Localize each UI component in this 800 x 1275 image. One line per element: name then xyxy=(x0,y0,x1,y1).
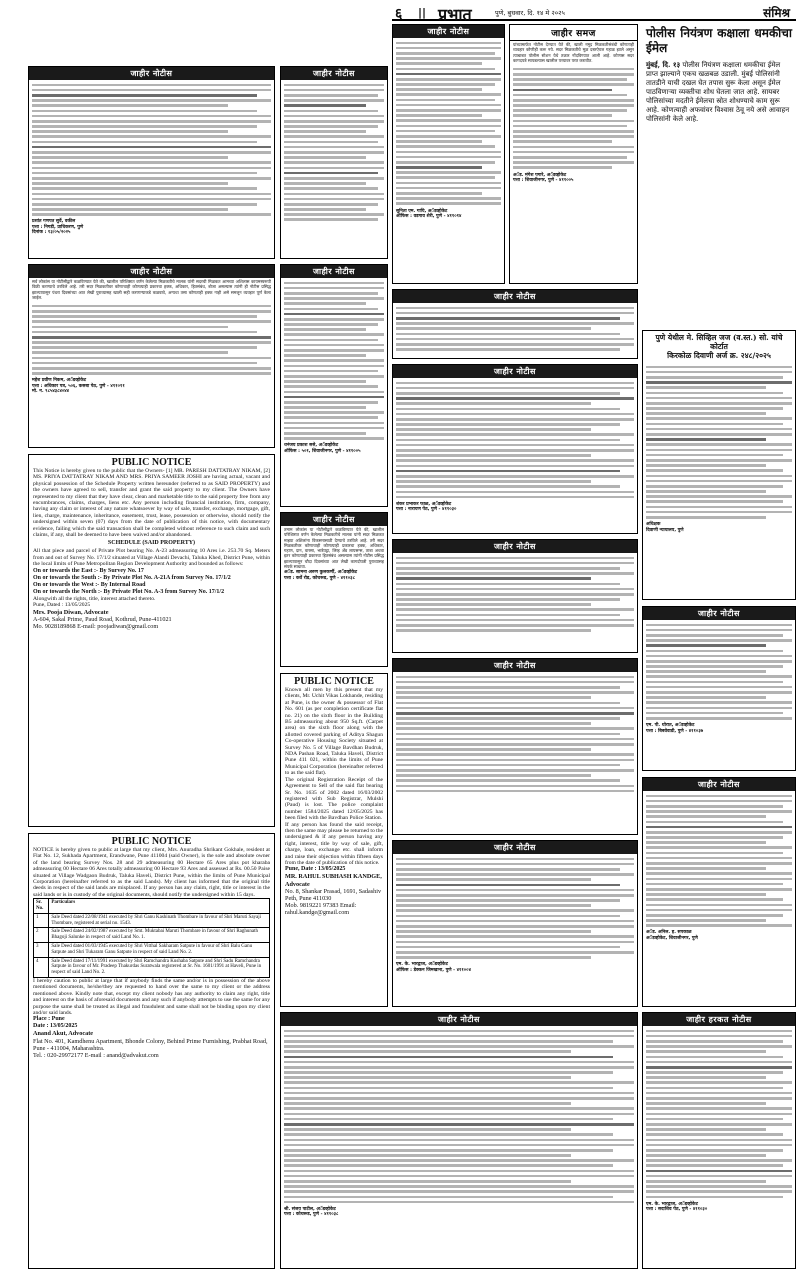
notice-wide-2 xyxy=(392,364,638,534)
notice-heading: जाहीर नोटीस xyxy=(393,290,637,303)
caution-text: I hereby caution to public at large that if anybody finds the same and/or is in possession of the above mentioned documents, he/she/they are requested to hand over the same to my client or the address mentioned above. Kindly note that, except my client nobody has any authority to claim any right, title and interest on the basis of aforesaid documents and any such if anybody attempts to use the same for any purpose the same shall be treated as illegal and fraudulent and same shall not be binding upon my client and/or said lands. xyxy=(33,978,270,1017)
notice-body: यांच्यामार्फत नोटीस देण्यात येते की, खाली नमूद मिळकतीसंबंधी कोणताही व्यवहार कोणीही करू नये. सदर मिळकतीचे मूळ दस्तऐवज गहाळ झाले असून त्याबाबत पोलीस स्टेशन येथे तक्रार नोंदविण्यात आली आहे. कोणास सदर कागदपत्रे सापडल्यास खालील पत्त्यावर परत करावीत. xyxy=(513,42,634,63)
notice-body xyxy=(393,38,504,209)
table-cell: 2 xyxy=(34,928,49,943)
notice-body xyxy=(643,620,795,723)
notice-body xyxy=(281,80,387,225)
notice-signature xyxy=(510,173,637,184)
table-header-row xyxy=(34,899,270,914)
place: Place : Pune xyxy=(33,1016,65,1023)
notice-body xyxy=(393,672,637,796)
signature-line: सुनिता एम. गायि, अॅडव्होकेट xyxy=(396,208,448,214)
court-title: पुणे येथील मे. सिव्हिल जज (व.स्त.) सो. यांचे कोर्टात xyxy=(655,333,783,351)
public-notice-1 xyxy=(28,454,275,827)
notice-heading: जाहीर नोटीस xyxy=(393,540,637,553)
notice-n4 xyxy=(280,512,388,667)
notice-body xyxy=(393,553,637,635)
signature-line: पत्ता : कोथरूड, पुणे - ४११०३८ xyxy=(284,1212,339,1218)
notice-heading: जाहीर नोटीस xyxy=(643,607,795,620)
notice-heading: जाहीर नोटीस xyxy=(281,67,387,80)
news-text: पोलीस नियंत्रण कक्षाला धमकीचा ईमेल प्राप्त झाल्याने एकच खळबळ उडाली. मुंबई पोलिसांनी तातडीने याची दखल घेत तपास सुरू केला असून ईमेल पाठविणाऱ्या व्यक्तीचा शोध घेतला जात आहे. सायबर पोलिसांच्या मदतीने ईमेलचा स्रोत शोधण्याचे काम सुरू आहे. कोणत्याही अफवांवर विश्वास ठेवू नये असे आवाहन पोलिसांनी केले आहे. xyxy=(646,61,790,123)
public-notice-body: Known all men by this present that my clients, Mr. Uchit Vikas Lokhande, residing at Pune, is the owner & possessor of Flat No. 601 (as per completion certificate flat no. 21) on the sixth floor in the Building B5 admeasuring about 950 Sq.ft. (Carpet area) on the sixth floor along with the allotted covered parking of Aditya Shagun Co-operative Housing Society situated at Survey No. 5 of Village Bavdhan Budruk, NDA Pashan Road, Taluka Haveli, District Pune 411 021, within the limits of Pune Municipal Corporation (hereinafter referred to as the said flat). xyxy=(285,687,383,777)
notice-c3-2 xyxy=(392,539,638,653)
notice-body xyxy=(281,278,387,443)
notice-signature xyxy=(393,502,637,513)
signature-line: ऑफिस : ५०१, शिवाजीनगर, पुणे - ४११००५ xyxy=(284,448,361,454)
signature-line: Anand Akut, Advocate xyxy=(33,1030,93,1038)
masthead xyxy=(392,4,796,24)
notice-signature xyxy=(393,962,637,973)
table-row xyxy=(34,913,270,928)
public-notice-body-2: The original Registration Receipt of the Agreement to Sell of the said flat bearing Sr. No. 1635 of 2002 dated 16/03/2002 registered with Sub Registrar, Mulshi (Paud) is lost. The police complaint number 1584/2025 dated 12/05/2025 has been filed with the Bavdhan Police Station. xyxy=(285,776,383,822)
signature-line: पत्ता : सदाशिव पेठ, पुणे - ४११०३० xyxy=(646,1207,708,1213)
public-notice-body: This Notice is hereby given to the public that the Owners- [1] MR. PARESH DATTATRAY NIKAM, [2] MS. PRIYA DATTATRAY NIKAM AND MRS. PRIYA SAMEER JOSHI are having actual, vacant and physical possession of the Schedule Property written hereunder (referred to as SAID PROPERTY) and the owners have agreed to sell, transfer and grant the said property to my client. The Owners have represented to my client that they have clear, clean and marketable title to the said property free from any encumbrances, claims, charges, liens etc. Any person including financial institution, firm, company, having any claim or interest of any nature whatsoever by way of sale, transfer, exchange, mortgage, gift, lien, charge, maintenance, inheritance, easement, trust, lease, possession or otherwise, should notify the undersigned within seven (07) days from the date of publication of this notice, with documentary evidence, failing which the said transaction shall be completed without reference to such claim and such claims, if any, shall be deemed to have been waived and/or abandoned. xyxy=(33,468,270,539)
notice-heading-samaj: जाहीर समज xyxy=(510,25,637,41)
notice-c5-1 xyxy=(642,606,796,771)
place-date: Pune, Dated : 13/05/2025 xyxy=(33,602,91,609)
table-row xyxy=(34,957,270,977)
page-number: ६ xyxy=(395,6,403,22)
notice-body xyxy=(281,1026,637,1207)
signature-line: ऑफिस : वडगाव शेरी, पुणे - ४११०१४ xyxy=(396,214,462,219)
notice-body-continued xyxy=(29,301,274,378)
notice-c3-3 xyxy=(392,658,638,835)
signature-line: श्री. संजय पाटील, अॅडव्होकेट xyxy=(284,1206,336,1212)
signature-line: मो. न. ९८५४३८४०४४ xyxy=(32,389,70,395)
notice-body xyxy=(643,791,795,930)
public-notice-body: NOTICE is hereby given to public at large that my client, Mrs. Anuradha Shrikant Gokhale, resident at Flat No. 12, Sukhada Apartment, Erandwane, Pune 411004 (said Owner), is the sole and absolute owner of the land bearing Survey Nos. 28 and 29 admeasuring 00 Hectare 65 Ares plus pot kharaba admeasuring 00 Hectare 06 Ares totally admeasuring 00 Hectare 93 Ares and assessed at Rs. 00.50 Paise situated at Village Wadgaon Budruk, Taluka Haveli, District Pune, within the limits of Pune Municipal Corporation (hereinafter referred to as the said Lands). My client has informed that the original title deeds in respect of the said lands are misplaced. If any person has any claim, right, title or interest in the said lands or is in custody of the original documents, should notify the undersigned within 15 days. xyxy=(33,847,270,898)
schedule-closing: Alongwith all the rights, title, interest attached thereto. xyxy=(33,595,156,602)
court-notice xyxy=(642,330,796,600)
table-cell: 4 xyxy=(34,957,49,977)
notice-wide-1 xyxy=(392,289,638,359)
masthead-divider: || xyxy=(418,6,427,19)
court-signature xyxy=(643,522,795,533)
signature-line: एम. के. भारद्वाज, अॅडव्होकेट xyxy=(646,1201,698,1207)
signature-line: अॅड. मंगेश पगारे, अॅडव्होकेट xyxy=(513,172,567,178)
table-row xyxy=(34,943,270,958)
notice-heading: जाहीर नोटीस xyxy=(643,778,795,791)
table-row xyxy=(34,928,270,943)
notice-signature xyxy=(281,570,387,581)
signature-line: धनंजय प्रकाश ससे, अॅडव्होकेट xyxy=(284,443,339,449)
notice-body xyxy=(393,378,637,502)
notice-c3-1 xyxy=(392,24,505,284)
boundary-east: On or towards the East :- By Survey No. 17 xyxy=(33,567,144,574)
signature-line: A-604, Sakal Prime, Paud Road, Kothrud, Pune-411021 xyxy=(33,615,172,623)
schedule-title: SCHEDULE (SAID PROPERTY) xyxy=(107,540,196,547)
signature-line: पत्ता : शिवाजीनगर, पुणे - ४११००५ xyxy=(513,177,574,183)
notice-body: सर्व लोकांस या नोटीसीद्वारे कळविण्यात येते की, खालील परिशिष्टात वर्णन केलेल्या मिळकतीचे मालक यांनी सदरची मिळकत आमच्या अशिलास कायमस्वरूपी विक्री करण्याचे ठरविले आहे. तरी सदर मिळकतीवर कोणाचाही कोणत्याही प्रकारचा हक्क, अधिकार, हितसंबंध, बोजा असल्यास त्यांनी ही नोटीस प्रसिद्ध झाल्यापासून पंधरा दिवसांच्या आत लेखी पुराव्यासह खाली सही करणाऱ्याकडे कळवावे, अन्यथा तसा कोणताही हक्क नाही असे समजून व्यवहार पूर्ण केला जाईल. xyxy=(32,279,271,300)
notice-signature xyxy=(643,1202,795,1213)
signature-line: प्रशांत गणपत सुर्वे, वकील xyxy=(32,219,76,225)
notice-heading: जाहीर नोटीस xyxy=(393,659,637,672)
notice-body xyxy=(393,303,637,354)
court-header xyxy=(643,331,795,362)
notice-wide-3 xyxy=(280,1012,638,1269)
notice-heading: जाहीर नोटीस xyxy=(29,67,274,80)
schedule-text: All that piece and parcel of Private Plot bearing No. A-23 admeasuring 10 Ares i.e. 253.70 Sq. Meters from and out of Survey No. 17/1/2 situated at Village Alandi Devachi, Taluka Khed, District Pune, within the local limits of Pune Metropolitan Region Development Authority and bounded as follows: xyxy=(33,548,270,568)
notice-heading: जाहीर नोटीस xyxy=(281,1013,637,1026)
table-cell: 1 xyxy=(34,913,49,928)
signature-line: एम. के. भारद्वाज, अॅडव्होकेट xyxy=(396,962,448,968)
notice-n1 xyxy=(28,66,275,259)
advocate-signature xyxy=(33,1030,270,1059)
news-body xyxy=(642,58,796,126)
signature-line: Mrs. Pooja Diwan, Advocate xyxy=(33,608,109,616)
table-cell: Sale Deed dated 17/11/1991 executed by Shri Ramchandra Kushaba Satpute and Shri Sadu Ramchandra Satpute in favour of Mr. Pradeep Thakurdas Suratwala registered at Sr. No. 1601/1991 at Haveli, Pune in respect of said Land No. 2. xyxy=(49,957,270,977)
boundary-south: On or towards the South :- By Private Plot No. A-21A from Survey No. 17/1/2 xyxy=(33,574,231,581)
notice-signature xyxy=(29,219,274,235)
news-dateline: मुंबई, दि. १३ xyxy=(646,60,681,69)
news-headline: पोलीस नियंत्रण कक्षाला धमकीचा ईमेल xyxy=(646,26,792,55)
notice-c4-harkat xyxy=(642,1012,796,1269)
signature-line: MR. RAHUL SUBHASH KANDGE, Advocate xyxy=(285,873,382,888)
public-notice-3 xyxy=(280,673,388,1007)
notice-c3-4 xyxy=(392,840,638,1007)
issue-dateline: पुणे, बुधवार, दि. १४ मे २०२५ xyxy=(495,9,565,17)
court-body xyxy=(643,362,795,522)
notice-body xyxy=(29,80,274,219)
table-cell: Sale Deed dated 22/08/1941 executed by Shri Ganu Kashinath Thombare in favour of Shri Maruti Sayaji Thombare, registered at serial no. 1543. xyxy=(49,913,270,928)
signature-line: Mo. 9028189868 E-mail: poojadiwan@gmail.com xyxy=(33,622,159,630)
notice-signature xyxy=(281,1207,637,1218)
signature-line: पत्ता : नारायण पेठ, पुणे - ४११०३० xyxy=(396,507,457,513)
public-notice-2 xyxy=(28,833,275,1269)
news-article xyxy=(642,24,796,324)
signature-line: अॅड. सामना अरुण कुलकर्णी, अॅडव्होकेट xyxy=(284,570,358,576)
notice-body xyxy=(393,854,637,962)
boundary-west: On or towards the West :- By Internal Road xyxy=(33,581,146,588)
signature-line: अॅडव्होकेट, शिवाजीनगर, पुणे xyxy=(646,935,698,941)
place-date: Pune, Date : 13/05/2025 xyxy=(285,866,346,873)
documents-table xyxy=(33,898,270,978)
signature-line: पत्ता : कर्वे रोड, कोथरूड, पुणे - ४११०३८ xyxy=(284,575,355,581)
notice-signature xyxy=(281,443,387,454)
notice-signature xyxy=(643,930,795,941)
notice-heading: जाहीर नोटीस xyxy=(281,265,387,278)
public-notice-body-3: If any person has found the said receipt, then the same may please be returned to the undersigned & if any person having any right, interest, title by way of sale, gift, charge, loan, exchange etc. shall inform and raise their objection within fifteen days from the date of publication of this notice. xyxy=(285,821,383,866)
notice-n3 xyxy=(28,264,275,448)
signature-line: अॅड. अनिल. ह. सपकाळ xyxy=(646,930,692,936)
newspaper-logo: प्रभात xyxy=(438,5,472,24)
column-header: Particulars xyxy=(49,899,270,914)
notice-heading: जाहीर नोटीस xyxy=(281,513,387,526)
notice-body xyxy=(643,1026,795,1202)
table-cell: 3 xyxy=(34,943,49,958)
notice-heading: जाहीर नोटीस xyxy=(393,25,504,38)
notice-heading: जाहीर नोटीस xyxy=(393,365,637,378)
notice-n2 xyxy=(280,66,388,259)
signature-line: पत्ता : बिबवेवाडी, पुणे - ४११०३७ xyxy=(646,728,704,734)
table-cell: Sale Deed dated 01/03/1945 executed by Shri Vitthal Sakharam Satpute in favour of Shri Balu Ganu Satpute and Shri Tukaram Ganu Satpute in respect of said Land No. 2. xyxy=(49,943,270,958)
signature-line: अधिक्षक xyxy=(646,522,661,528)
notice-c5-2 xyxy=(642,777,796,1007)
advocate-signature xyxy=(33,609,270,631)
signature-line: दिवाणी न्यायालय, पुणे xyxy=(646,527,684,533)
section-title: संमिश्र xyxy=(763,6,790,20)
notice-signature xyxy=(643,723,795,734)
notice-n5 xyxy=(280,264,388,507)
public-notice-title: PUBLIC NOTICE xyxy=(111,836,192,847)
signature-line: Tel. : 020-29972177 E-mail : anand@advakut.com xyxy=(33,1052,159,1060)
notice-heading: जाहीर नोटीस xyxy=(393,841,637,854)
notice-samaj xyxy=(509,24,638,284)
signature-line: शंकर प्रभाकर फाळ, अॅडव्होकेट xyxy=(396,501,452,507)
notice-signature xyxy=(29,378,274,394)
signature-line: पत्ता : निगडी, प्राधिकरण, पुणे xyxy=(32,224,84,230)
notice-heading-harkat: जाहीर हरकत नोटीस xyxy=(643,1013,795,1026)
signature-line: Mob. 9819221 97383 Email: rahul.kandge@gmail.com xyxy=(285,902,357,917)
signature-line: Flat No. 401, Kamdhenu Apartment, Bhonde Colony, Behind Prime Furnishing, Prabhat Road, Pune - 411004, Maharashtra. xyxy=(33,1037,268,1052)
court-case-number: किरकोळ दिवाणी अर्ज क्र. २४८/२०२५ xyxy=(667,351,771,360)
advocate-signature xyxy=(285,873,383,916)
notice-heading: जाहीर नोटीस xyxy=(29,265,274,278)
signature-line: एम. पी. थोरात, अॅडव्होकेट xyxy=(646,723,695,729)
signature-line: महेश प्रवीण निकम, अॅडव्होकेट xyxy=(32,378,87,384)
notice-body: तमाम लोकांस या नोटीसीद्वारे कळविण्यात येते की, खालील परिशिष्टात वर्णन केलेल्या मिळकतीचे मालक यांनी सदर मिळकत माझ्या अशिलांना विकसनासाठी देण्याचे ठरविले आहे. तरी सदर मिळकतीवर कोणाचाही कोणत्याही प्रकारचा हक्क, अधिकार, गहाण, दान, वारसा, भाडेपट्टा, लिव्ह अँड लायसन्स, ताबा अथवा इतर कोणत्याही प्रकारचा हितसंबंध असल्यास त्यांनी नोटीस प्रसिद्ध झाल्यापासून चौदा दिवसांच्या आत लेखी कागदोपत्री पुराव्यासह संपर्क साधावा. xyxy=(284,527,384,570)
public-notice-title: PUBLIC NOTICE xyxy=(111,457,192,468)
boundary-north: On or towards the North :- By Private Plot No. A-3 from Survey No. 17/1/2 xyxy=(33,588,225,595)
column-header: Sr. No. xyxy=(34,899,49,914)
public-notice-title: PUBLIC NOTICE xyxy=(294,676,374,687)
signature-line: ऑफिस : डेक्कन जिमखाना, पुणे - ४११००४ xyxy=(396,967,471,973)
notice-signature xyxy=(393,209,504,220)
signature-line: No. 8, Shankar Prasad, 1691, Sadashiv Peth, Pune 411030 xyxy=(285,887,382,902)
signature-line: पत्ता : अधिकार पत्र, ५०६, कसबा पेठ, पुणे - ४११०११ xyxy=(32,383,125,389)
table-cell: Sale Deed dated 24/02/1987 executed by Smt. Muktabai Maruti Thombare in favour of Shri Raghunath Bhagoji Salunke in respect of said Land No. 1. xyxy=(49,928,270,943)
date: Date : 13/05/2025 xyxy=(33,1023,78,1030)
signature-line: दिनांक : १३/०५/२०२५ xyxy=(32,230,71,236)
notice-body-continued xyxy=(510,64,637,172)
